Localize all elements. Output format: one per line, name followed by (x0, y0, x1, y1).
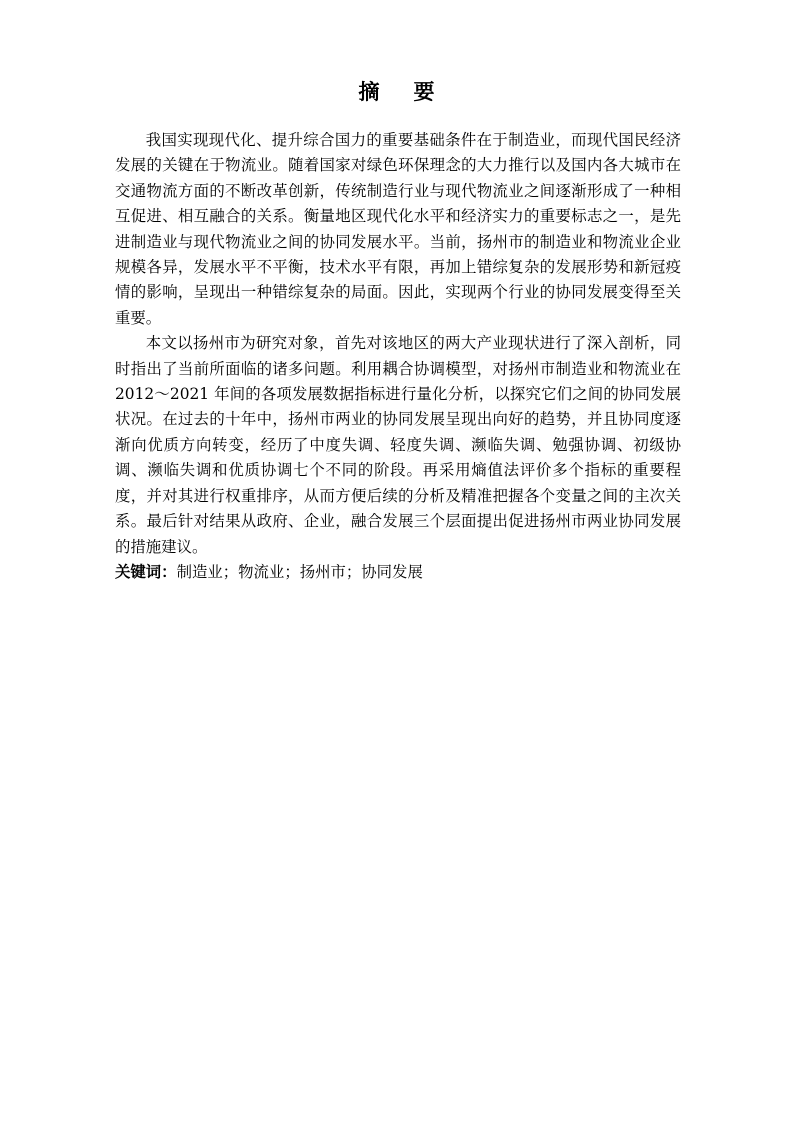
abstract-title (0, 76, 793, 106)
abstract-paragraph-1: 我国实现现代化、提升综合国力的重要基础条件在于制造业，而现代国民经济发展的关键在于物流业。随着国家对绿色环保理念的大力推行以及国内各大城市在交通物流方面的不断改革创新，传统制造行业与现代物流业之间逐渐形成了一种相互促进、相互融合的关系。衡量地区现代化水平和经济实力的重要标志之一，是先进制造业与现代物流业之间的协同发展水平。当前，扬州市的制造业和物流业企业规模各异，发展水平不平衡，技术水平有限，再加上错综复杂的发展形势和新冠疫情的影响，呈现出一种错综复杂的局面。因此，实现两个行业的协同发展变得至关重要。 (115, 131, 681, 327)
abstract-title-char-2: 要 (413, 80, 435, 104)
keywords-text: 制造业；物流业；扬州市；协同发展 (176, 562, 423, 581)
keywords-line (115, 560, 681, 585)
keywords-label: 关键词： (115, 562, 177, 581)
abstract-body (115, 128, 681, 585)
abstract-paragraph-2: 本文以扬州市为研究对象，首先对该地区的两大产业现状进行了深入剖析，同时指出了当前所面临的诸多问题。利用耦合协调模型，对扬州市制造业和物流业在 2012～2021 年间的各项发展数据指标进行量化分析，以探究它们之间的协同发展状况。在过去的十年中，扬州市两业的协同发展呈现出向好的趋势，并且协同度逐渐向优质方向转变，经历了中度失调、轻度失调、濒临失调、勉强协调、初级协调、濒临失调和优质协调七个不同的阶段。再采用熵值法评价多个指标的重要程度，并对其进行权重排序，从而方便后续的分析及精准把握各个变量之间的主次关系。最后针对结果从政府、企业，融合发展三个层面提出促进扬州市两业协同发展的措施建议。 (115, 334, 681, 556)
abstract-title-char-1: 摘 (358, 80, 380, 104)
